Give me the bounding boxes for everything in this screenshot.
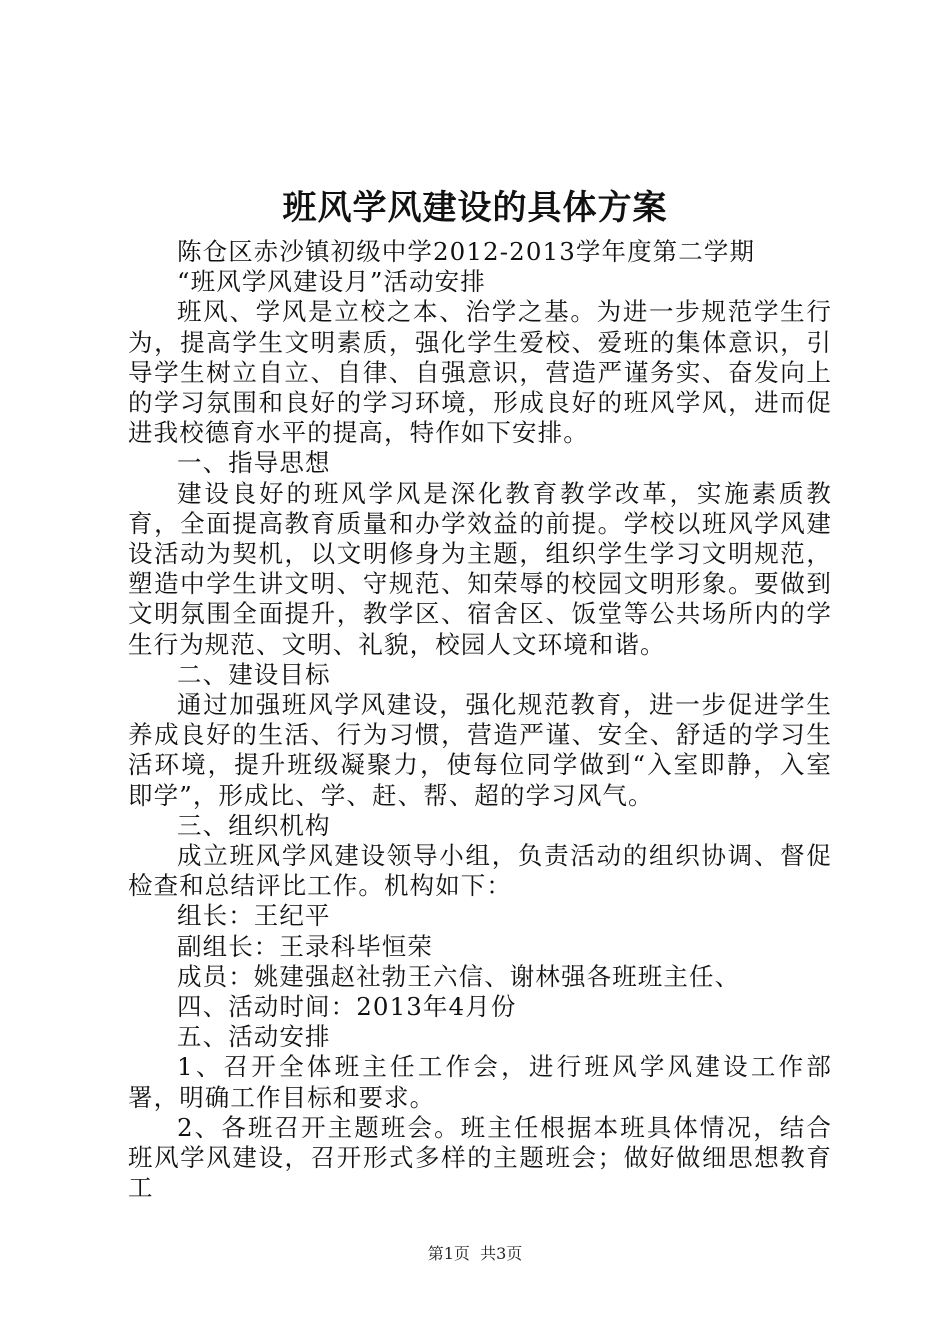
document-title: 班风学风建设的具体方案 bbox=[282, 188, 668, 228]
organization-paragraph: 成立班风学风建设领导小组，负责活动的组织协调、督促检查和总结评比工作。机构如下： bbox=[128, 841, 832, 901]
intro-paragraph: 班风、学风是立校之本、治学之基。为进一步规范学生行为，提高学生文明素质，强化学生爱校、爱班的集体意识，引导学生树立自立、自律、自强意识，营造严谨务实、奋发向上的学习氛围和良好的学习环境，形成良好的班风学风，进而促进我校德育水平的提高，特作如下安排。 bbox=[128, 297, 832, 448]
plan-item-1: 1、召开全体班主任工作会，进行班风学风建设工作部署，明确工作目标和要求。 bbox=[128, 1052, 832, 1112]
subtitle-school-term: 陈仓区赤沙镇初级中学2012-2013学年度第二学期 bbox=[177, 237, 756, 266]
subtitle-activity: “班风学风建设月”活动安排 bbox=[177, 267, 486, 297]
group-leader-line: 组长：王纪平 bbox=[177, 901, 331, 931]
plan-item-2: 2、各班召开主题班会。班主任根据本班具体情况，结合班风学风建设，召开形式多样的主题班会；做好做细思想教育工 bbox=[128, 1112, 832, 1203]
section-heading-guiding-ideology: 一、指导思想 bbox=[177, 448, 331, 478]
page-footer bbox=[0, 1243, 950, 1265]
deputy-leader-line: 副组长：王录科毕恒荣 bbox=[177, 931, 433, 961]
document-body bbox=[128, 237, 832, 1204]
page-number-label: 第1页 共3页 bbox=[427, 1244, 523, 1263]
section-heading-activity-plan: 五、活动安排 bbox=[177, 1022, 331, 1052]
guiding-ideology-paragraph: 建设良好的班风学风是深化教育教学改革，实施素质教育，全面提高教育质量和办学效益的前提。学校以班风学风建设活动为契机，以文明修身为主题，组织学生学习文明规范，塑造中学生讲文明、守规范、知荣辱的校园文明形象。要做到文明氛围全面提升，教学区、宿舍区、饭堂等公共场所内的学生行为规范、文明、礼貌，校园人文环境和谐。 bbox=[128, 478, 832, 659]
section-heading-goals: 二、建设目标 bbox=[177, 659, 331, 689]
section-heading-organization: 三、组织机构 bbox=[177, 810, 331, 840]
section-heading-activity-time: 四、活动时间：2013年4月份 bbox=[177, 992, 517, 1022]
goals-paragraph: 通过加强班风学风建设，强化规范教育，进一步促进学生养成良好的生活、行为习惯，营造严谨、安全、舒适的学习生活环境，提升班级凝聚力，使每位同学做到“入室即静，入室即学”，形成比、学、赶、帮、超的学习风气。 bbox=[128, 690, 832, 810]
members-line: 成员：姚建强赵社勃王六信、谢林强各班班主任、 bbox=[177, 961, 741, 991]
